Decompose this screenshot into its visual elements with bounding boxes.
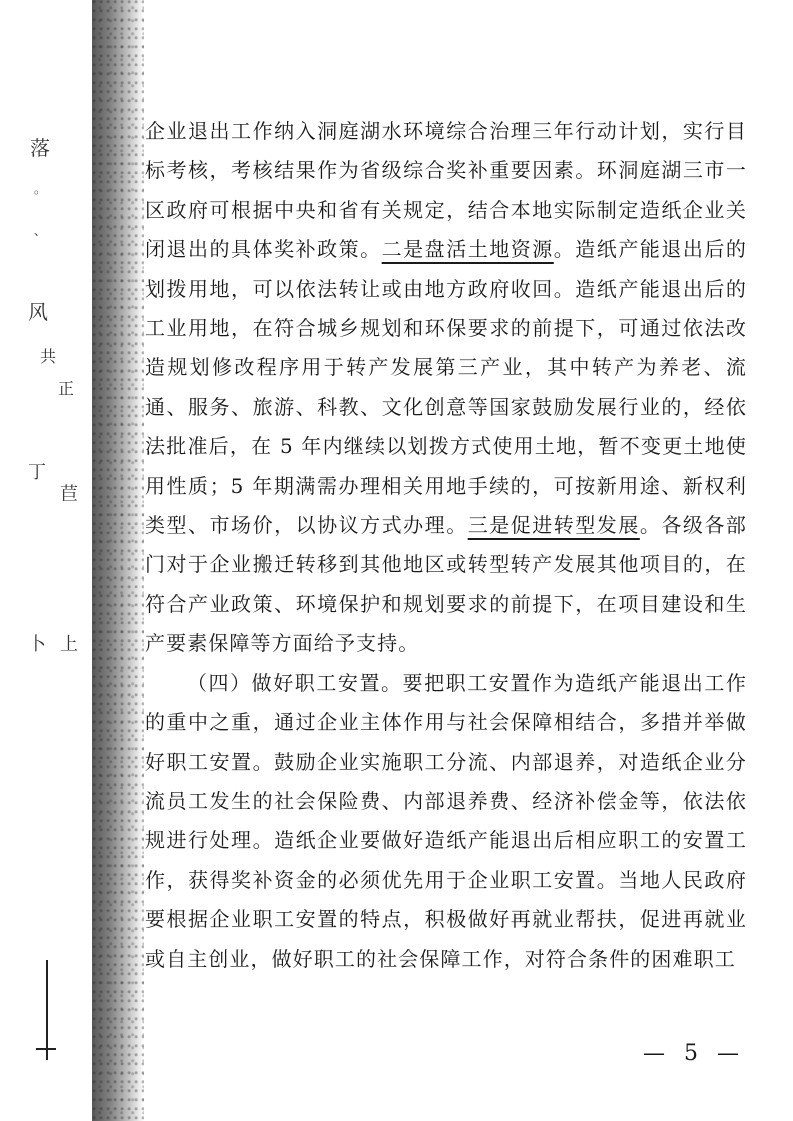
body-text [145,112,747,979]
text-segment: 。各级各部门对于企业搬迁转移到其他地区或转型转产发展其他项目的，在符合产业政策、环境保护和规划要求的前提下，在项目建设和生产要素保障等方面给予支持。 [145,513,748,656]
margin-note: 正 [58,379,75,398]
margin-note: 苣 [60,484,78,505]
paragraph-worker-placement [145,664,747,979]
margin-rule [46,960,48,1060]
margin-note: 。 [34,182,47,196]
text-segment: 企业退出工作纳入洞庭湖水环境综合治理三年行动计划，实行目标考核，考核结果作为省级综合奖补重要因素。环洞庭湖三市一区政府可根据中央和省有关规定，结合本地实际制定造纸企业关闭退出的具体奖补政策。 [145,119,747,262]
margin-note: 丁 [28,462,46,483]
text-segment: 。造纸产能退出后的划拨用地，可以依法转让或由地方政府收回。造纸产能退出后的工业用地，在符合城乡规划和环保要求的前提下，可通过依法改造规划修改程序用于转产发展第三产业，其中转产为养老、流通、服务、旅游、科教、文化创意等国家鼓励发展行业的，经依法批准后，在 5 年内继续以划拨方式使用土地，暂不变更土地使用性质；5 年期满需办理相关用地手续的，可按新用途、新权利类型、市场价，以协议方式办理。 [145,237,747,538]
text-segment: （四）做好职工安置。要把职工安置作为造纸产能退出工作的重中之重，通过企业主体作用与社会保障相结合，多措并举做好职工安置。鼓励企业实施职工分流、内部退养，对造纸企业分流员工发生的社会保险费、内部退养费、经济补偿金等，依法依规进行处理。造纸企业要做好造纸产能退出后相应职工的安置工作，获得奖补资金的必须优先用于企业职工安置。当地人民政府要根据企业职工安置的特点，积极做好再就业帮扶，促进再就业或自主创业，做好职工的社会保障工作，对符合条件的困难职工 [145,670,747,971]
margin-note: 卜 [28,634,46,655]
margin-note: 共 [40,347,57,366]
heading-promote-transition: 三是促进转型发展 [467,513,640,538]
heading-revitalize-land: 二是盘活土地资源 [381,237,554,262]
paragraph-land-and-transition [145,112,747,664]
margin-rule-tick [36,1048,56,1050]
margin-note: 上 [60,634,78,655]
margin-note: 风 [28,300,48,324]
scan-binding-shadow [92,0,144,1121]
margin-note: 、 [34,224,47,238]
margin-note: 落 [30,136,50,160]
page-number: — 5 — [643,1041,745,1066]
